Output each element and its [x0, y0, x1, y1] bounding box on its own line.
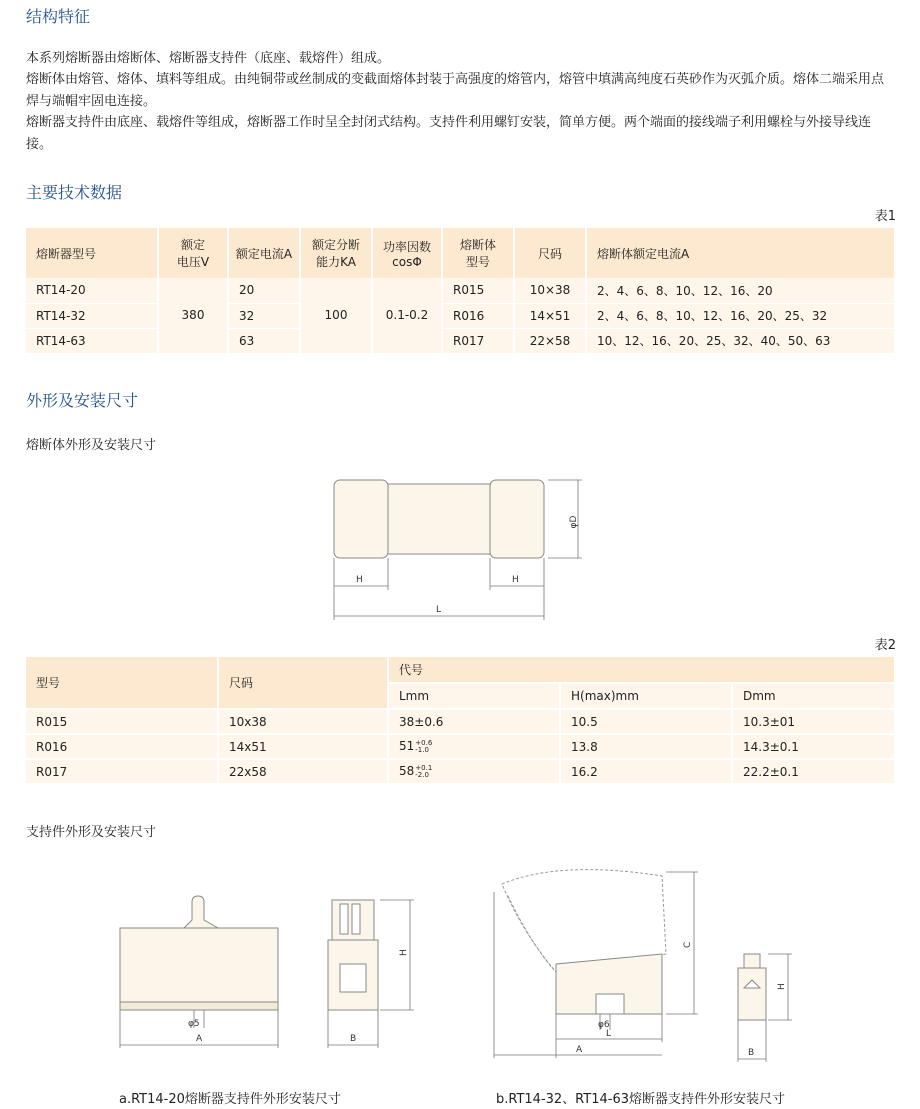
fuse-label-h-left: H — [356, 575, 363, 585]
header-size: 尺码 — [514, 228, 586, 278]
cell-model: R015 — [26, 709, 218, 734]
header-current: 额定电流A — [228, 228, 300, 278]
cell-current: 63 — [228, 328, 300, 353]
cell-current: 20 — [228, 278, 300, 303]
table-row — [26, 759, 895, 784]
cell-size: 14×51 — [514, 303, 586, 328]
fuse-body — [386, 484, 492, 554]
cell-model: RT14-20 — [26, 278, 158, 303]
fuse-drawing — [320, 470, 600, 630]
tech-data-table — [26, 228, 896, 354]
holder-a-label-a: A — [196, 1034, 203, 1044]
header-l: Lmm — [388, 683, 560, 709]
header-h: H(max)mm — [560, 683, 732, 709]
caption-a: a.RT14-20熔断器支持件外形安装尺寸 — [119, 1092, 341, 1107]
l-base: 58 — [399, 764, 415, 779]
holder-a-base — [120, 1002, 278, 1010]
holder-a-label-h: H — [399, 949, 409, 956]
holder-a-side-drawing — [318, 890, 418, 1060]
cell-model: RT14-63 — [26, 328, 158, 353]
section-title-tech-data: 主要技术数据 — [26, 183, 123, 202]
cell-fuse: R016 — [442, 303, 514, 328]
header-fuse-model: 熔断体 型号 — [442, 228, 514, 278]
fuse-cap-right — [490, 480, 544, 558]
l-tolerance-upper: +0.1 — [415, 763, 433, 772]
cell-l — [388, 734, 560, 759]
cell-fuse-current: 10、12、16、20、25、32、40、50、63 — [586, 328, 895, 353]
holder-b-side-drawing — [728, 940, 798, 1070]
cell-model: RT14-32 — [26, 303, 158, 328]
l-base: 51 — [399, 739, 415, 754]
cell-d: 22.2±0.1 — [732, 759, 895, 784]
holder-b-label-a: A — [576, 1045, 583, 1055]
holder-b-side-body — [738, 968, 766, 1020]
header-model: 熔断器型号 — [26, 228, 158, 278]
cell-h: 13.8 — [560, 734, 732, 759]
cell-fuse-current: 2、4、6、8、10、12、16、20 — [586, 278, 895, 303]
header-code: 代号 — [388, 657, 895, 683]
holder-a-label-phi: φ5 — [188, 1019, 200, 1029]
cell-d: 14.3±0.1 — [732, 734, 895, 759]
holder-b-label-h: H — [777, 983, 787, 990]
cell-d: 10.3±01 — [732, 709, 895, 734]
header-size: 尺码 — [218, 657, 388, 709]
holder-b-slot — [596, 994, 624, 1014]
cell-size: 10x38 — [218, 709, 388, 734]
fuse-label-l: L — [436, 605, 442, 615]
cell-model: R017 — [26, 759, 218, 784]
header-fuse-current: 熔断体额定电流A — [586, 228, 895, 278]
table-row — [26, 278, 895, 303]
holder-a-handle — [184, 896, 218, 928]
cell-size: 10×38 — [514, 278, 586, 303]
cell-l — [388, 759, 560, 784]
table2-label: 表2 — [874, 638, 896, 653]
holder-b-label-b: B — [748, 1048, 755, 1058]
l-tolerance-upper: +0.6 — [415, 738, 433, 747]
cell-h: 10.5 — [560, 709, 732, 734]
fuse-label-h-right: H — [512, 575, 519, 585]
cell-h: 16.2 — [560, 759, 732, 784]
holder-a-label-b: B — [350, 1034, 357, 1044]
subtitle-holder-dimensions: 支持件外形及安装尺寸 — [26, 825, 157, 840]
cell-breaking: 100 — [300, 278, 372, 353]
header-type: 型号 — [26, 657, 218, 709]
l-tolerance-lower: -1.0 — [415, 745, 429, 754]
holder-b-label-c: C — [683, 941, 693, 948]
cell-l: 38±0.6 — [388, 709, 560, 734]
cell-fuse: R017 — [442, 328, 514, 353]
holder-a-front-drawing — [110, 890, 290, 1060]
table1-label: 表1 — [874, 209, 896, 224]
paragraph-1: 本系列熔断器由熔断体、熔断器支持件（底座、载熔件）组成。 — [26, 51, 391, 66]
table-row — [26, 734, 895, 759]
holder-b-label-l: L — [606, 1029, 612, 1039]
section-title-dimensions: 外形及安装尺寸 — [26, 391, 139, 410]
cell-size: 14x51 — [218, 734, 388, 759]
l-tolerance-lower: -2.0 — [415, 770, 429, 779]
holder-b-label-phi: φ6 — [598, 1020, 610, 1030]
table-row — [26, 328, 895, 353]
dimension-table — [26, 657, 896, 785]
holder-a-body — [120, 928, 278, 1010]
cell-size: 22x58 — [218, 759, 388, 784]
cell-current: 32 — [228, 303, 300, 328]
cell-power-factor: 0.1-0.2 — [372, 278, 442, 353]
table-row — [26, 709, 895, 734]
cell-model: R016 — [26, 734, 218, 759]
header-breaking: 额定分断 能力KA — [300, 228, 372, 278]
fuse-cap-left — [334, 480, 388, 558]
header-voltage: 额定 电压V — [158, 228, 228, 278]
holder-b-side-top — [744, 954, 760, 968]
cell-fuse: R015 — [442, 278, 514, 303]
paragraph-3: 熔断器支持件由底座、载熔件等组成，熔断器工作时呈全封闭式结构。支持件利用螺钉安装，简单方便。两个端面的接线端子利用螺栓与外接导线连接。 — [26, 115, 872, 152]
header-d: Dmm — [732, 683, 895, 709]
paragraph-2: 熔断体由熔管、熔体、填料等组成。由纯铜带或丝制成的变截面熔体封装于高强度的熔管内，熔管中填满高纯度石英砂作为灭弧介质。熔体二端采用点焊与端帽牢固电连接。 — [26, 72, 885, 109]
header-power-factor: 功率因数 cosΦ — [372, 228, 442, 278]
section-title-structure: 结构特征 — [26, 7, 91, 26]
holder-b-front-drawing — [490, 862, 710, 1062]
cell-fuse-current: 2、4、6、8、10、12、16、20、25、32 — [586, 303, 895, 328]
caption-b: b.RT14-32、RT14-63熔断器支持件外形安装尺寸 — [496, 1092, 785, 1107]
cell-voltage: 380 — [158, 278, 228, 353]
fuse-label-d: φD — [569, 515, 579, 529]
table-row — [26, 303, 895, 328]
cell-size: 22×58 — [514, 328, 586, 353]
subtitle-fuse-dimensions: 熔断体外形及安装尺寸 — [26, 438, 157, 453]
